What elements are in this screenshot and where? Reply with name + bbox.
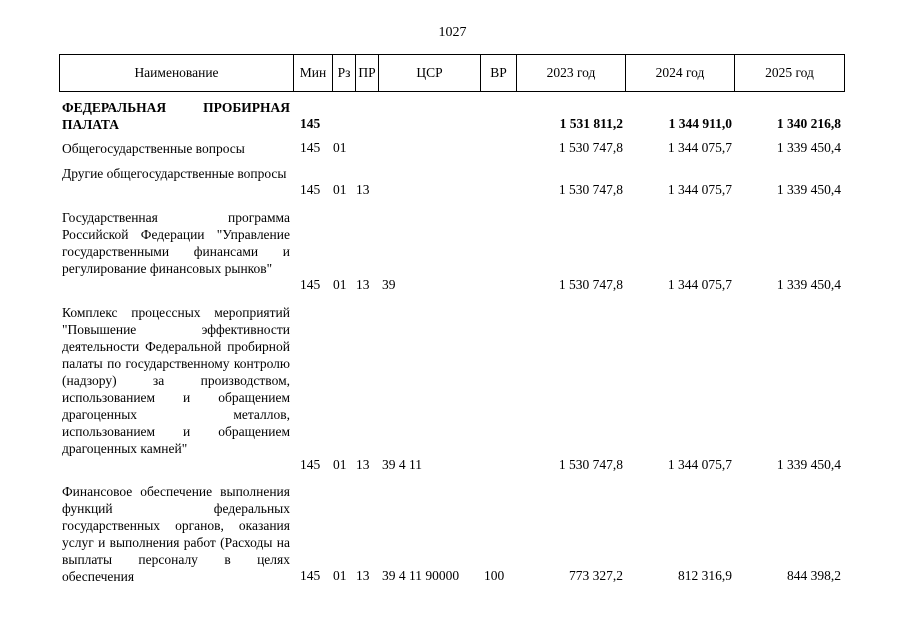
row-min: 145 [300,457,321,472]
table-row [0,304,905,474]
row-2024: 812 316,9 [678,568,732,583]
row-2024: 1 344 075,7 [667,182,732,197]
row-name: Другие общегосударственные вопросы [62,166,287,181]
row-rz: 01 [333,182,347,197]
row-min: 145 [300,568,321,583]
row-2025: 1 339 450,4 [776,140,841,155]
row-min: 145 [300,140,321,155]
header-vr: ВР [481,55,517,91]
row-name: Комплекс процессных мероприятий "Повышение эффективности деятельности Федеральной пробирной палаты по государственному контролю (надзору) за производством, использованием и обращением драгоценных металлов, использованием и обращением драгоценных камней" [62,305,290,456]
row-2023: 1 530 747,8 [558,457,623,472]
table-row [0,165,905,201]
row-name: Государственная программа Российской Федерации "Управление государственными финансами и регулирование финансовых рынков" [62,210,290,276]
row-2023: 1 530 747,8 [558,277,623,292]
row-2024: 1 344 075,7 [667,277,732,292]
header-rz: Рз [333,55,356,91]
row-2024: 1 344 075,7 [667,140,732,155]
row-min: 145 [300,182,321,197]
row-pr: 13 [356,568,370,583]
row-name: Финансовое обеспечение выполнения функций федеральных государственных органов, оказания услуг и выполнения работ (Расходы на выплаты персоналу в целях обеспечения [62,484,290,584]
row-2023: 1 530 747,8 [558,140,623,155]
row-pr: 13 [356,457,370,472]
row-csr: 39 4 11 [382,457,422,472]
row-rz: 01 [333,277,347,292]
row-rz: 01 [333,568,347,583]
header-2023: 2023 год [517,55,626,91]
row-2023: 1 530 747,8 [558,182,623,197]
row-2024: 1 344 911,0 [668,116,732,131]
row-csr: 39 [382,277,396,292]
row-2025: 1 340 216,8 [776,116,841,131]
row-csr: 39 4 11 90000 [382,568,460,583]
header-2025: 2025 год [765,65,814,80]
row-2023: 1 531 811,2 [559,116,623,131]
header-pr: ПР [356,55,379,91]
table-row [0,209,905,297]
row-2024: 1 344 075,7 [667,457,732,472]
header-name: Наименование [60,55,294,91]
row-2025: 1 339 450,4 [776,457,841,472]
row-vr: 100 [484,568,505,583]
table-row [0,483,905,588]
header-min: Мин [294,55,333,91]
row-rz: 01 [333,140,347,155]
row-min: 145 [300,277,321,292]
row-name: ФЕДЕРАЛЬНАЯ ПРОБИРНАЯ ПАЛАТА [62,100,290,132]
row-min: 145 [300,116,321,131]
row-pr: 13 [356,182,370,197]
row-2023: 773 327,2 [569,568,623,583]
table-row [0,98,905,134]
row-2025: 1 339 450,4 [776,182,841,197]
header-csr: ЦСР [379,55,481,91]
header-2024: 2024 год [626,55,735,91]
row-2025: 1 339 450,4 [776,277,841,292]
row-2025: 844 398,2 [787,568,841,583]
table-row [0,140,905,160]
table-header [59,54,845,92]
page-number: 1027 [438,25,467,40]
row-name: Общегосударственные вопросы [62,141,245,156]
row-pr: 13 [356,277,370,292]
row-rz: 01 [333,457,347,472]
